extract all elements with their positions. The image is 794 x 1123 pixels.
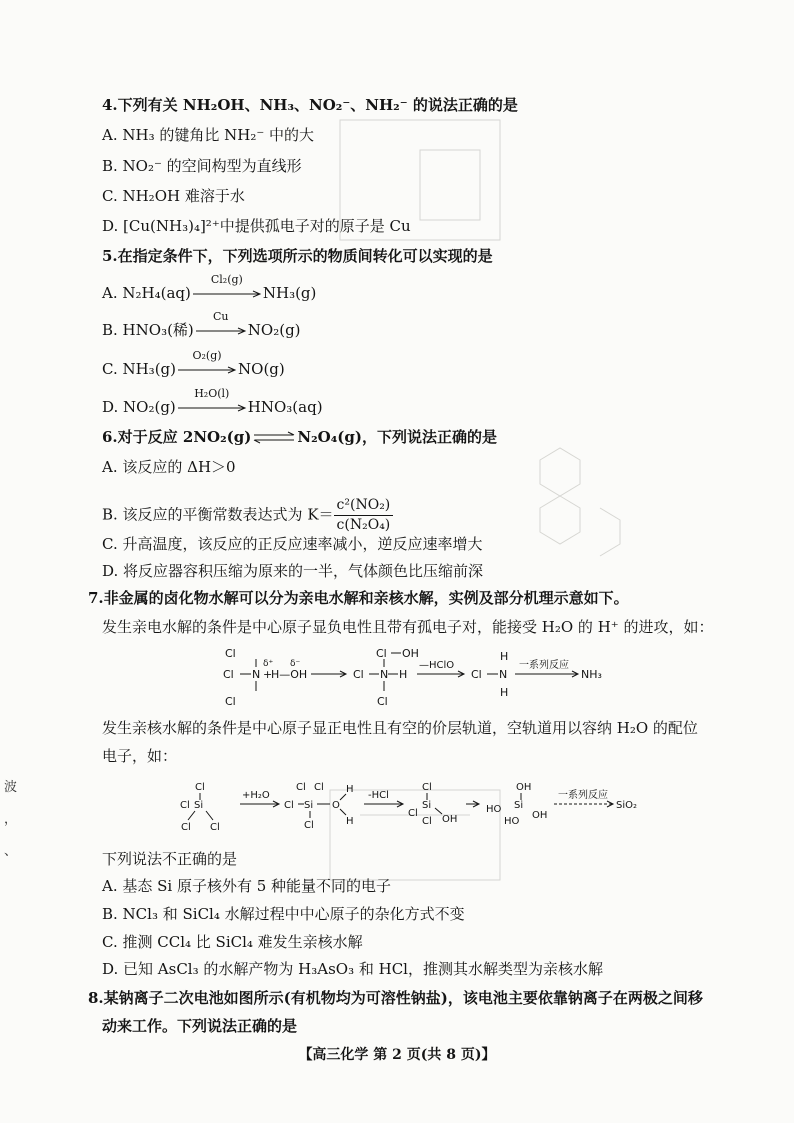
s2-b-cl-bottom: Cl (304, 820, 314, 831)
q6-option-a: A. 该反应的 ΔH＞0 (102, 458, 236, 476)
edge-mark-1: 波 (4, 780, 18, 795)
s2-b-h1: H (346, 784, 354, 795)
s2-a-cl-top: Cl (195, 782, 205, 793)
s1-delta-minus: δ⁻ (290, 659, 301, 669)
q5-a-product: NH₃(g) (262, 284, 317, 302)
s1-cl-left: Cl (223, 668, 234, 681)
q7-paragraph-electrophilic: 发生亲电水解的条件是中心原子显负电性且带有孤电子对，能接受 H₂O 的 H⁺ 的进攻，如： (102, 618, 714, 636)
q6-b-numerator: c²(NO₂) (334, 496, 394, 516)
q5-stem: 5.在指定条件下，下列选项所示的物质间转化可以实现的是 (102, 247, 493, 265)
q5-option-d (102, 387, 323, 417)
s2-a-cl-side: Cl (180, 800, 190, 811)
q7-option-a: A. 基态 Si 原子核外有 5 种能量不同的电子 (102, 877, 392, 895)
q6-stem-left: 6.对于反应 2NO₂(g) (102, 428, 252, 446)
q5-a-condition: Cl₂(g) (210, 273, 243, 286)
q5-b-product: NO₂(g) (247, 321, 301, 339)
q8-stem-line1: 8.某钠离子二次电池如图所示(有机物均为可溶性钠盐)，该电池主要依靠钠离子在两极之间移 (88, 989, 703, 1007)
s1-cl-mid-left: Cl (353, 668, 364, 681)
nucleophilic-hydrolysis-scheme (180, 778, 650, 836)
q7-paragraph-nucleophilic-2: 电子，如： (102, 747, 178, 765)
s1-cl-top: Cl (225, 647, 236, 660)
q5-c-product: NO(g) (238, 360, 285, 378)
s2-d-oh-top: OH (516, 782, 532, 793)
s1-oh: OH (402, 647, 419, 660)
q4-option-b: B. NO₂⁻ 的空间构型为直线形 (102, 157, 302, 175)
q6-b-denominator: c(N₂O₄) (336, 517, 391, 533)
q5-option-a (102, 273, 317, 303)
s2-b-h2: H (346, 816, 354, 827)
q6-b-fraction (334, 496, 394, 535)
s1-h: H (399, 668, 408, 681)
s2-minus-hcl: -HCl (368, 790, 389, 801)
q5-c-reactant: C. NH₃(g) (102, 360, 177, 378)
s1-delta-plus: δ⁺ (263, 659, 274, 669)
q5-d-product: HNO₃(aq) (247, 398, 323, 416)
equilibrium-arrow-icon (251, 427, 297, 447)
q7-option-c: C. 推测 CCl₄ 比 SiCl₄ 难发生亲核水解 (102, 933, 363, 951)
s2-a-cl-left: Cl (181, 822, 191, 833)
q6-option-b (102, 496, 393, 535)
q7-paragraph-nucleophilic-1: 发生亲核水解的条件是中心原子显正电性且有空的价层轨道，空轨道用以容纳 H₂O 的配位 (102, 719, 698, 737)
q5-b-reactant: B. HNO₃(稀) (102, 321, 194, 339)
s2-sio2: SiO₂ (616, 800, 638, 811)
q6-b-text: B. 该反应的平衡常数表达式为 K＝ (102, 505, 334, 524)
q4-option-c: C. NH₂OH 难溶于水 (102, 187, 245, 205)
s2-b-cl-top1: Cl (296, 782, 306, 793)
s1-cl-mid-top: Cl (376, 647, 387, 660)
s2-d-oh-right: OH (532, 810, 548, 821)
s1-nh3: NH₃ (581, 668, 602, 681)
q6-stem (102, 427, 497, 447)
s1-n3: N (499, 668, 508, 681)
q5-b-arrow (194, 310, 248, 340)
q5-c-arrow (176, 349, 238, 379)
q6-option-d: D. 将反应器容积压缩为原来的一半，气体颜色比压缩前深 (102, 562, 484, 580)
s1-n2: N (380, 668, 389, 681)
q5-d-reactant: D. NO₂(g) (102, 398, 176, 416)
q7-stem: 7.非金属的卤化物水解可以分为亲电水解和亲核水解，实例及部分机理示意如下。 (88, 589, 629, 607)
s2-plus-h2o: +H₂O (242, 790, 270, 801)
s2-d-ho: HO (486, 804, 502, 815)
s2-c-si: Si (422, 800, 432, 811)
s1-cl-bottom: Cl (225, 695, 236, 708)
page-footer: 【高三化学 第 2 页(共 8 页)】 (298, 1047, 496, 1063)
q7-ask: 下列说法不正确的是 (102, 850, 238, 868)
s2-c-cl-top: Cl (422, 782, 432, 793)
edge-mark-3: 、 (4, 844, 18, 859)
edge-mark-2: ， (4, 812, 18, 827)
q6-stem-right: N₂O₄(g)，下列说法正确的是 (297, 428, 497, 446)
s1-n1: N (252, 668, 261, 681)
s1-plus: + (263, 668, 273, 681)
s1-h-top: H (500, 650, 509, 663)
s1-series-label: 一系列反应 (519, 660, 569, 671)
s2-series-label: 一系列反应 (558, 790, 608, 801)
q5-b-condition: Cu (213, 310, 229, 323)
s1-h-oh: H—OH (271, 668, 308, 681)
q4-option-a: A. NH₃ 的键角比 NH₂⁻ 中的大 (102, 126, 315, 144)
s1-minus-hclo: —HClO (419, 660, 455, 671)
s2-d-si: Si (514, 800, 524, 811)
q6-option-c: C. 升高温度，该反应的正反应速率减小，逆反应速率增大 (102, 535, 483, 553)
s2-c-cl-bottom: Cl (422, 816, 432, 827)
q5-option-b (102, 310, 301, 340)
q8-stem-line2: 动来工作。下列说法正确的是 (102, 1017, 298, 1035)
s2-b-si: Si (304, 800, 314, 811)
q5-option-c (102, 349, 285, 379)
s2-a-si: Si (194, 800, 204, 811)
s1-h-bottom: H (500, 686, 509, 699)
q7-option-d: D. 已知 AsCl₃ 的水解产物为 H₃AsO₃ 和 HCl，推测其水解类型为亲核水解 (102, 960, 603, 978)
q5-a-arrow (191, 273, 263, 303)
q4-stem: 4.下列有关 NH₂OH、NH₃、NO₂⁻、NH₂⁻ 的说法正确的是 (102, 96, 518, 114)
q5-a-reactant: A. N₂H₄(aq) (102, 284, 191, 302)
s2-b-cl-left: Cl (284, 800, 294, 811)
q5-c-condition: O₂(g) (192, 349, 222, 362)
s2-c-cl-left: Cl (408, 808, 418, 819)
s2-b-o: O (332, 800, 340, 811)
s2-b-cl-top2: Cl (314, 782, 324, 793)
s2-d-ho-bottom: HO (504, 816, 520, 827)
s1-cl-right: Cl (471, 668, 482, 681)
s2-c-oh: OH (442, 814, 458, 825)
q5-d-arrow (176, 387, 248, 417)
q4-option-d: D. [Cu(NH₃)₄]²⁺中提供孤电子对的原子是 Cu (102, 217, 411, 235)
q7-option-b: B. NCl₃ 和 SiCl₄ 水解过程中中心原子的杂化方式不变 (102, 905, 465, 923)
electrophilic-hydrolysis-scheme (215, 644, 645, 710)
s1-cl-mid-bottom: Cl (377, 695, 388, 708)
q5-d-condition: H₂O(l) (194, 387, 230, 400)
s2-a-cl-right: Cl (210, 822, 220, 833)
